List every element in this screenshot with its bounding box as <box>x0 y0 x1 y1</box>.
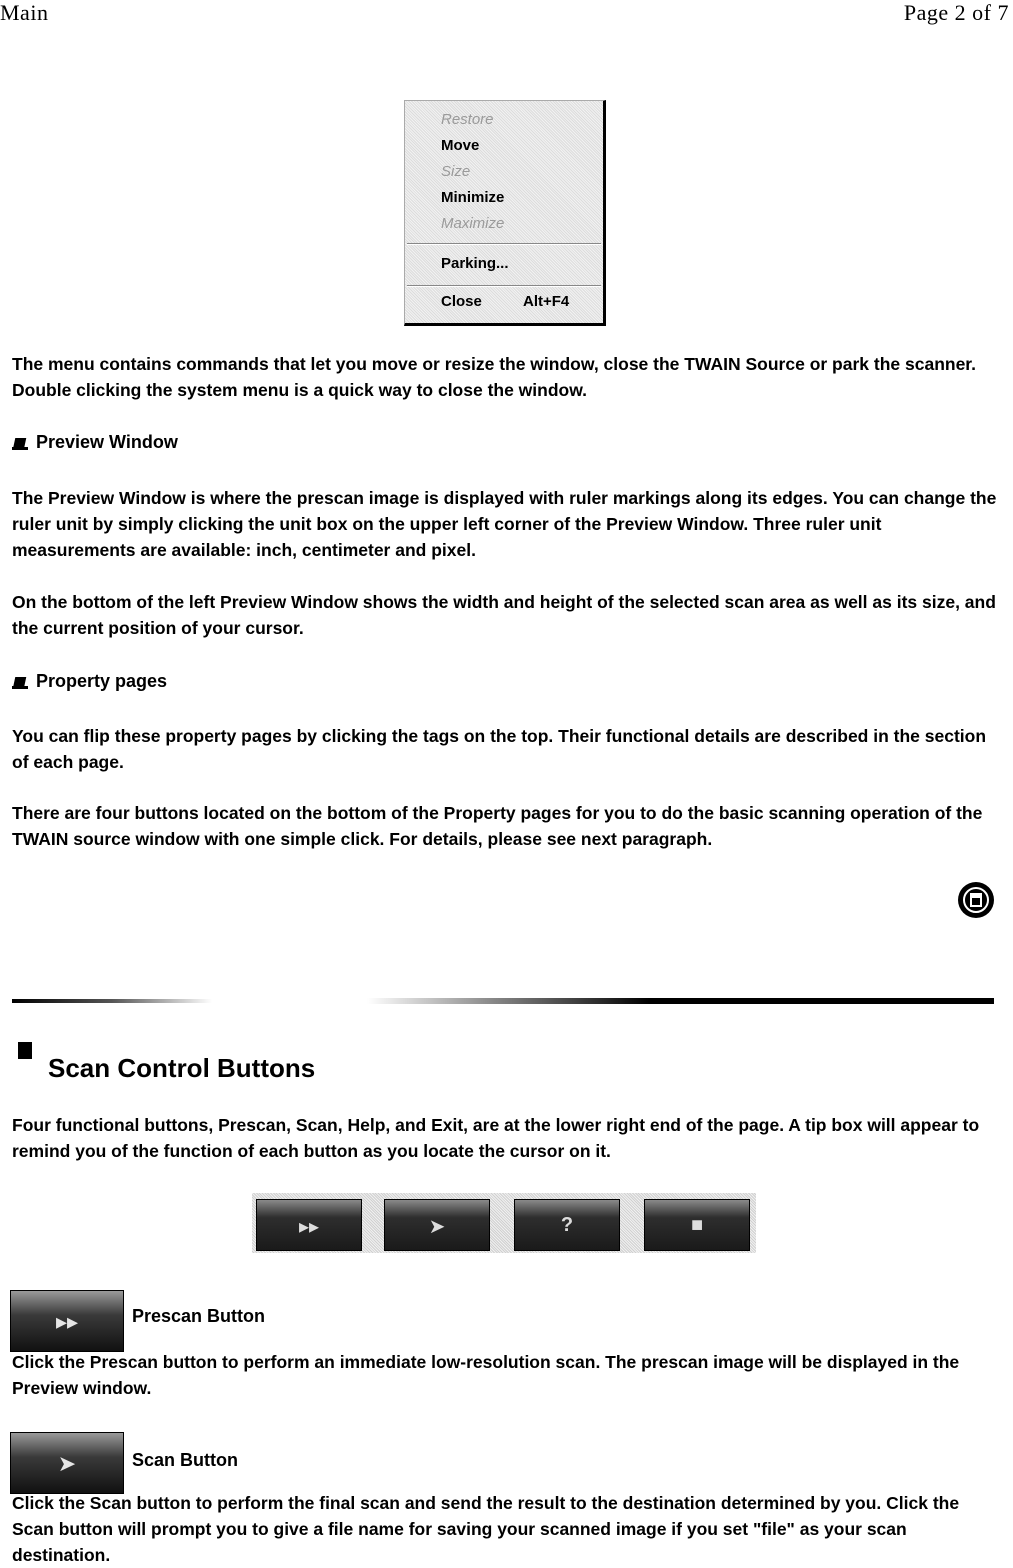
scan-description: Click the Scan button to perform the final scan and send the result to the destination determined by you. Click the Scan button will prompt you to give a file name for saving your scanned image if you set "file" as your scan destination. <box>12 1493 960 1565</box>
prescan-arrows-icon: ▸▸ <box>55 1309 79 1334</box>
prescan-button[interactable] <box>256 1199 362 1251</box>
scan-arrow-icon: ➤ <box>428 1216 446 1238</box>
scan-arrow-icon: ➤ <box>57 1451 77 1476</box>
prescan-button-label: Prescan Button <box>132 1306 266 1326</box>
menu-item-maximize[interactable]: Maximize <box>441 215 505 232</box>
scan-control-heading <box>18 1045 315 1084</box>
scan-button-label: Scan Button <box>132 1450 238 1470</box>
preview-window-heading-text: Preview Window <box>36 432 178 452</box>
scan-button[interactable] <box>384 1199 490 1251</box>
scan-control-heading-text: Scan Control Buttons <box>48 1053 316 1083</box>
preview-window-heading <box>12 432 178 453</box>
menu-item-minimize[interactable]: Minimize <box>441 189 505 206</box>
exit-square-icon: ■ <box>690 1214 704 1236</box>
menu-item-parking[interactable]: Parking... <box>441 255 509 272</box>
prescan-button-icon <box>10 1290 124 1352</box>
property-paragraph-2: There are four buttons located on the bottom of the Property pages for you to do the basic scanning operation of the TWAIN source window with one simple click. For details, please see next paragraph. <box>12 803 983 849</box>
prescan-arrows-icon: ▸▸ <box>298 1216 320 1238</box>
scan-control-intro: Four functional buttons, Prescan, Scan, Help, and Exit, are at the lower right end of the page. A tip box will appear to remind you of the function of each button as you locate the cursor on it. <box>12 1115 980 1161</box>
prescan-description: Click the Prescan button to perform an immediate low-resolution scan. The prescan image will be displayed in the Preview window. <box>12 1352 960 1398</box>
scan-button-strip <box>252 1193 756 1253</box>
section-divider <box>12 996 994 1006</box>
home-icon[interactable] <box>958 882 994 918</box>
exit-button[interactable] <box>644 1199 750 1251</box>
bullet-icon <box>12 674 30 690</box>
property-pages-heading-text: Property pages <box>36 671 168 691</box>
bullet-square-icon <box>18 1042 32 1059</box>
help-button[interactable] <box>514 1199 620 1251</box>
preview-paragraph-2: On the bottom of the left Preview Window shows the width and height of the selected scan area as well as its size, and the current position of your cursor. <box>12 592 996 638</box>
bullet-icon <box>12 435 30 451</box>
menu-separator <box>407 243 601 245</box>
property-paragraph-1: You can flip these property pages by clicking the tags on the top. Their functional details are described in the section of each page. <box>12 726 987 772</box>
menu-item-close-shortcut: Alt+F4 <box>523 293 570 310</box>
header-page-number: Page 2 of 7 <box>903 0 1009 25</box>
header-section-title: Main <box>0 0 49 25</box>
menu-item-restore[interactable]: Restore <box>441 111 494 128</box>
preview-paragraph-1: The Preview Window is where the prescan image is displayed with ruler markings along its edges. You can change the ruler unit by simply clicking the unit box on the upper left corner of the Preview Window. Three ruler unit measurements are available: inch, centimeter and pixel. <box>12 488 997 560</box>
menu-item-size[interactable]: Size <box>441 163 471 180</box>
scan-button-icon <box>10 1432 124 1494</box>
help-question-icon: ? <box>560 1214 574 1236</box>
menu-item-move[interactable]: Move <box>441 137 480 154</box>
menu-separator <box>407 285 601 287</box>
system-menu <box>404 100 606 326</box>
property-pages-heading <box>12 671 167 692</box>
menu-item-close[interactable]: Close <box>441 293 482 310</box>
intro-paragraph: The menu contains commands that let you move or resize the window, close the TWAIN Source or park the scanner. Double clicking the system menu is a quick way to close the window. <box>12 354 977 400</box>
